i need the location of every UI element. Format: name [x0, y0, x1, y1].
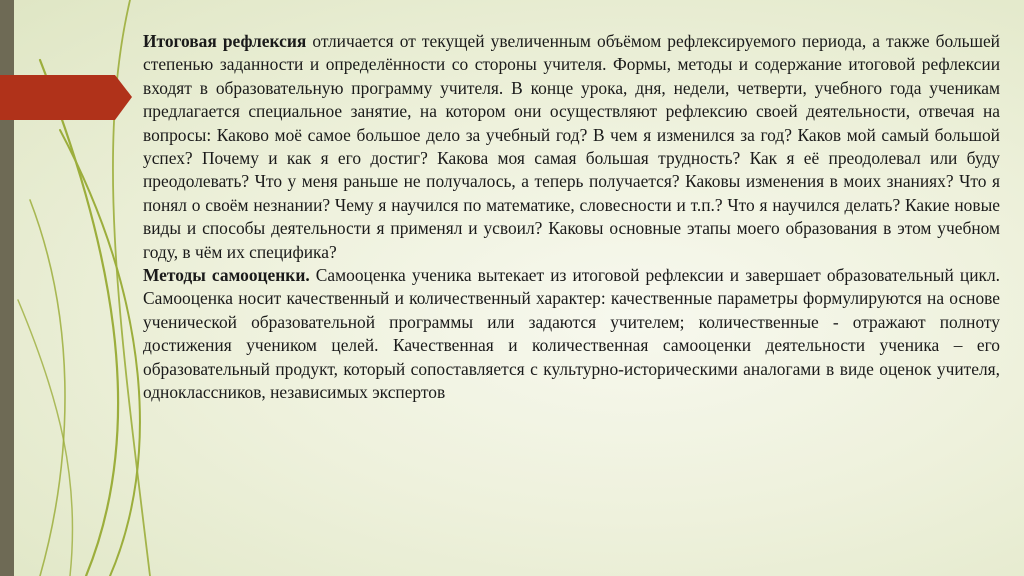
paragraph-lead: Итоговая рефлексия — [143, 31, 307, 51]
paragraph-lead: Методы самооценки. — [143, 265, 310, 286]
slide-content — [143, 30, 1000, 405]
paragraph-final-reflection — [143, 30, 1000, 264]
paragraph-self-assessment — [143, 264, 1000, 404]
curve-line-3 — [30, 200, 65, 576]
accent-arrow-shape — [0, 75, 132, 120]
paragraph-text: Самооценка ученика вытекает из итоговой рефлексии и завершает образовательный цикл. Самооценка носит качественный и количественный характер: качественные параметры формулируются на основе ученической образовательной программы или задаются учителем; количественные - отражают полноту достижения учеником целей. Качественная и количественная самооценки деятельности ученика – его образовательный продукт, который сопоставляется с культурно-историческими аналогами в виде оценок учителя, одноклассников, независимых экспертов — [143, 265, 1000, 403]
paragraph-text: отличается от текущей увеличенным объёмом рефлексируемого периода, а также большей степенью заданности и определённости со стороны учителя. Формы, методы и содержание итоговой рефлексии входят в образовательную программу учителя. В конце урока, дня, недели, четверти, учебного года ученикам предлагается специальное занятие, на котором они осуществляют рефлексию своей деятельности, отвечая на вопросы: Каково моё самое большое дело за учебный год? В чем я изменился за год? Каков мой самый большой успех? Почему и как я его достиг? Какова моя самая большая трудность? Как я её преодолевал или буду преодолевать? Что у меня раньше не получалось, а теперь получается? Каковы изменения в моих знаниях? Что я понял о своём незнании? Чему я научился по математике, словесности и т.п.? Что я научился делать? Какие новые виды и способы деятельности я применял и усвоил? Каковы основные этапы моего образования в этом учебном году, в чём их специфика? — [143, 31, 1000, 262]
curve-line-1 — [40, 60, 118, 576]
